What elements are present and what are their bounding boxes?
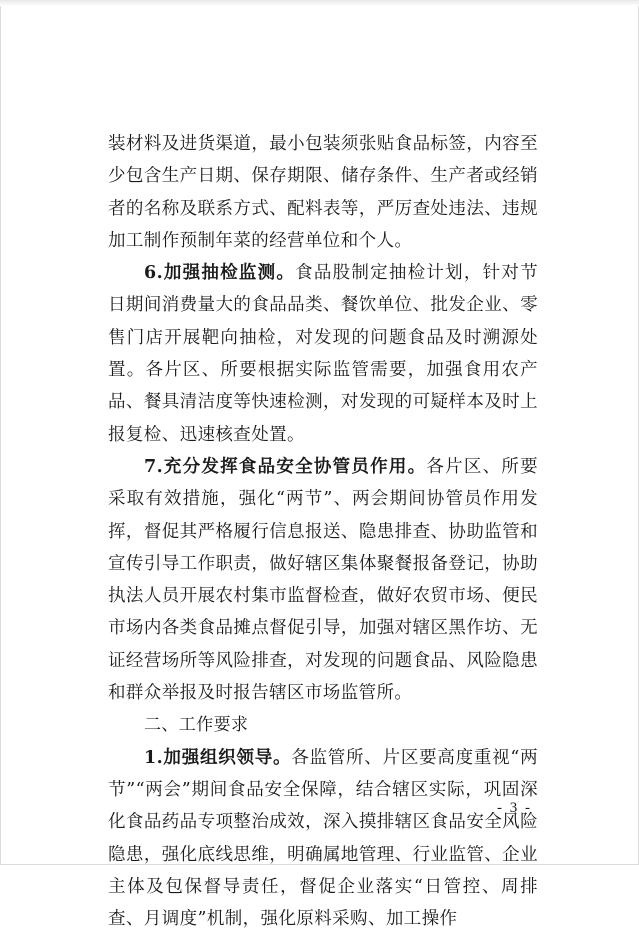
paragraph-heading: 7.充分发挥食品安全协管员作用。 [144, 456, 427, 477]
paragraph-text: 各监管所、片区要高度重视“两节”“两会”期间食品安全保障，结合辖区实际，巩固深化食品药品专项整治成效，深入摸排辖区食品安全风险隐患，强化底线思维，明确属地管理、行业监管、企业主体及包保督导责任，督促企业落实“日管控、周排查、月调度”机制，强化原料采购、加工操作 [108, 747, 539, 930]
paragraph-sampling-inspection [108, 257, 538, 451]
section-title: 二、工作要求 [144, 715, 249, 736]
paragraph-organizational-leadership [108, 742, 538, 935]
paragraph-heading: 6.加强抽检监测。 [144, 263, 296, 284]
paragraph-continuation [108, 128, 538, 257]
paragraph-text: 食品股制定抽检计划，针对节日期间消费量大的食品品类、餐饮单位、批发企业、零售门店开展靶向抽检，对发现的问题食品及时溯源处置。各片区、所要根据实际监管需要，加强食用农产品、餐具清洁度等快速检测，对发现的可疑样本及时上报复检、迅速核查处置。 [108, 263, 538, 445]
paragraph-text: 装材料及进货渠道，最小包装须张贴食品标签，内容至少包含生产日期、保存期限、储存条件、生产者或经销者的名称及联系方式、配料表等，严厉查处违法、违规加工制作预制年菜的经营单位和个人。 [108, 134, 538, 251]
paragraph-text: 各片区、所要采取有效措施，强化“两节”、两会期间协管员作用发挥，督促其严格履行信息报送、隐患排查、协助监管和宣传引导工作职责，做好辖区集体聚餐报备登记，协助执法人员开展农村集市监督检查，做好农贸市场、便民市场内各类食品摊点督促引导，加强对辖区黑作坊、无证经营场所等风险排查，对发现的问题食品、风险隐患和群众举报及时报告辖区市场监管所。 [108, 456, 538, 704]
paragraph-food-safety-assistants [108, 451, 538, 709]
paragraph-heading: 1.加强组织领导。 [144, 747, 292, 768]
document-body [108, 128, 538, 935]
page-number: - 3 - [497, 800, 532, 816]
page-top-edge [0, 0, 639, 6]
